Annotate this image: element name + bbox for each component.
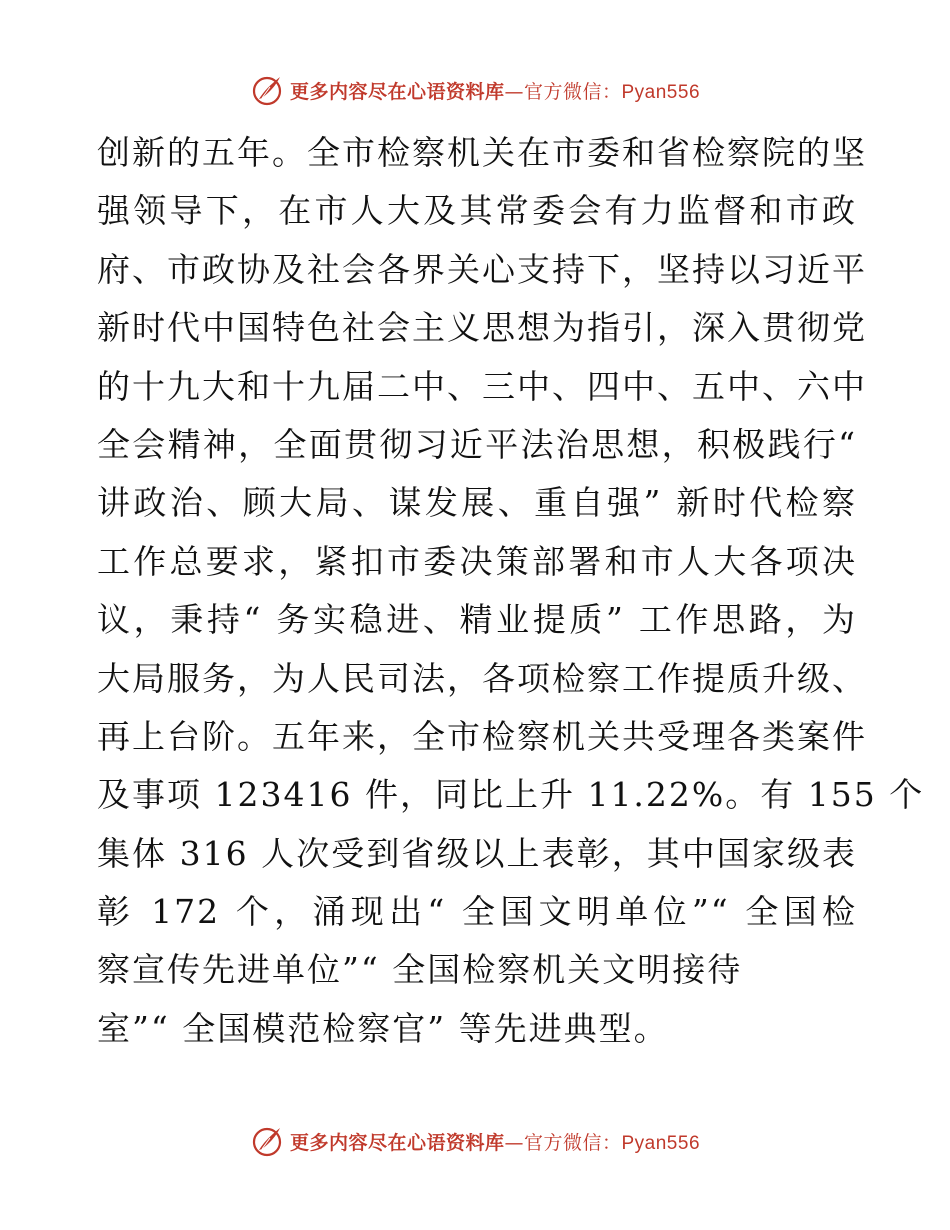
watermark-wechat-label: 官方微信： [523, 1131, 622, 1154]
paragraph-line: 集体 316 人次受到省级以上表彰，其中国家级表 [97, 833, 857, 873]
watermark-wechat-id: Pyan556 [621, 1132, 701, 1154]
paragraph-line: 全会精神，全面贯彻习近平法治思想，积极践行“ [97, 424, 857, 464]
watermark-wechat-id: Pyan556 [621, 81, 701, 103]
paragraph-line: 及事项 123416 件，同比上升 11.22%。有 155 个 [97, 775, 925, 815]
body-paragraph [97, 124, 925, 1058]
watermark-separator: — [504, 80, 524, 103]
footer-watermark [0, 1121, 950, 1161]
watermark-wechat-label: 官方微信： [523, 80, 622, 103]
paragraph-line: 再上台阶。五年来，全市检察机关共受理各类案件 [97, 716, 867, 756]
paragraph-line: 工作总要求，紧扣市委决策部署和市人大各项决 [97, 541, 857, 581]
paragraph-line: 彰 172 个，涌现出“ 全国文明单位”“ 全国检 [97, 892, 857, 932]
watermark-brand: 更多内容尽在心语资料库 [289, 80, 505, 103]
paragraph-line: 创新的五年。全市检察机关在市委和省检察院的坚 [97, 133, 867, 172]
paragraph-line: 讲政治、顾大局、谋发展、重自强” 新时代检察 [97, 483, 857, 523]
paragraph-line: 大局服务，为人民司法，各项检察工作提质升级、 [97, 658, 867, 698]
paragraph-line: 新时代中国特色社会主义思想为指引，深入贯彻党 [97, 308, 867, 348]
paragraph-line: 的十九大和十九届二中、三中、四中、五中、六中 [97, 366, 867, 406]
paragraph-line: 室”“ 全国模范检察官” 等先进典型。 [97, 1008, 669, 1048]
paragraph-line: 察宣传先进单位”“ 全国检察机关文明接待 [97, 950, 743, 990]
header-watermark [0, 70, 950, 110]
paragraph-line: 议，秉持“ 务实稳进、精业提质” 工作思路，为 [97, 600, 857, 640]
quill-logo-icon [250, 1124, 284, 1158]
paragraph-line: 府、市政协及社会各界关心支持下，坚持以习近平 [97, 249, 867, 289]
paragraph-line: 强领导下，在市人大及其常委会有力监督和市政 [97, 191, 857, 231]
watermark-brand: 更多内容尽在心语资料库 [289, 1131, 505, 1154]
watermark-separator: — [504, 1131, 524, 1154]
quill-logo-icon [250, 73, 284, 107]
